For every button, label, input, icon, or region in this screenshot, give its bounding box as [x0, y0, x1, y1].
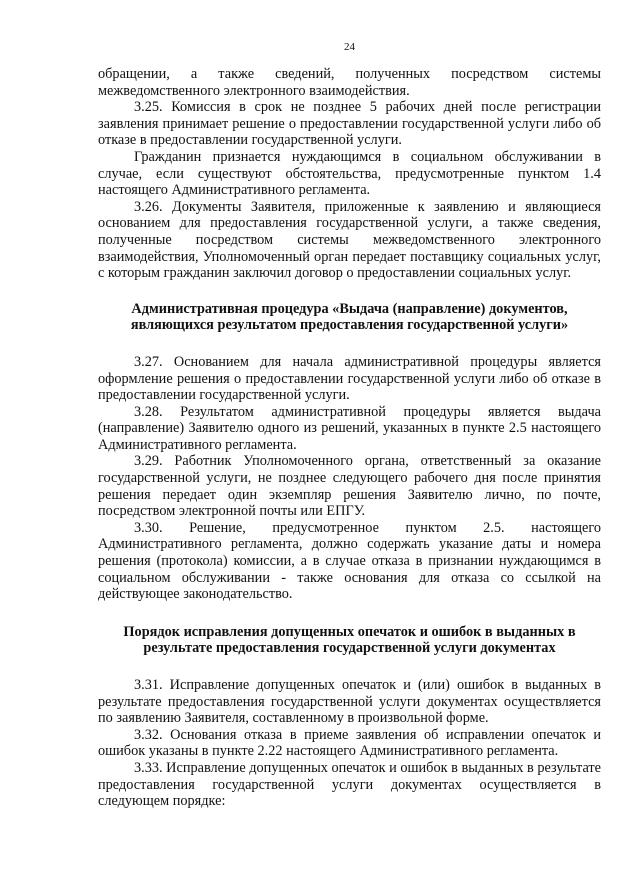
paragraph-3-30: 3.30. Решение, предусмотренное пунктом 2.5. настоящего Административного регламента, должно содержать указание даты и номера решения (протокола) комиссии, а в случае отказа в признании нуждающимся в социальном обслуживании - также основания для отказа со ссылкой на действующее законодательство.	[98, 519, 601, 603]
paragraph-3-25: 3.25. Комиссия в срок не позднее 5 рабочих дней после регистрации заявления принимает решение о предоставлении государственной услуги либо об отказе в предоставлении государственной услуги.	[98, 99, 601, 149]
paragraph-continuation: обращении, а также сведений, полученных посредством системы межведомственного электронного взаимодействия.	[98, 66, 601, 99]
paragraph-3-26: 3.26. Документы Заявителя, приложенные к заявлению и являющиеся основанием для предоставления государственной услуги, а также сведения, полученные посредством системы межведомственного электронного взаимодействия, Уполномоченный орган передает поставщику социальных услуг, с которым гражданин заключил договор о предоставлении социальных услуг.	[98, 198, 601, 282]
paragraph-citizen-need: Гражданин признается нуждающимся в социальном обслуживании в случае, если существуют обстоятельства, предусмотренные пунктом 1.4 настоящего Административного регламента.	[98, 148, 601, 199]
paragraph-3-29: 3.29. Работник Уполномоченного органа, ответственный за оказание государственной услуги, не позднее следующего рабочего дня после принятия решения передает один экземпляр решения Заявителю лично, по почте, посредством электронной почты или ЕПГУ.	[98, 453, 601, 520]
paragraph-3-27: 3.27. Основанием для начала административной процедуры является оформление решения о предоставлении государственной услуги либо об отказе в предоставлении государственной услуги.	[98, 353, 601, 404]
paragraph-3-33: 3.33. Исправление допущенных опечаток и ошибок в выданных в результате предоставления государственной услуги документах осуществляется в следующем порядке:	[98, 759, 602, 810]
section-heading-issuance: Административная процедура «Выдача (направление) документов, являющихся результатом предоставления государственной услуги»	[130, 300, 569, 334]
paragraph-3-31: 3.31. Исправление допущенных опечаток и (или) ошибок в выданных в результате предоставления государственной услуги документах осуществляется по заявлению Заявителя, составленному в произвольной форме.	[98, 677, 601, 727]
paragraph-3-32: 3.32. Основания отказа в приеме заявления об исправлении опечаток и ошибок указаны в пункте 2.22 настоящего Административного регламента.	[98, 726, 601, 760]
document-page	[98, 40, 601, 810]
section-heading-corrections: Порядок исправления допущенных опечаток и ошибок в выданных в результате предоставления государственной услуги документах	[123, 623, 576, 657]
paragraph-3-28: 3.28. Результатом административной процедуры является выдача (направление) Заявителю одного из решений, указанных в пункте 2.5 настоящего Административного регламента.	[98, 403, 601, 453]
page-number: 24	[344, 41, 355, 53]
